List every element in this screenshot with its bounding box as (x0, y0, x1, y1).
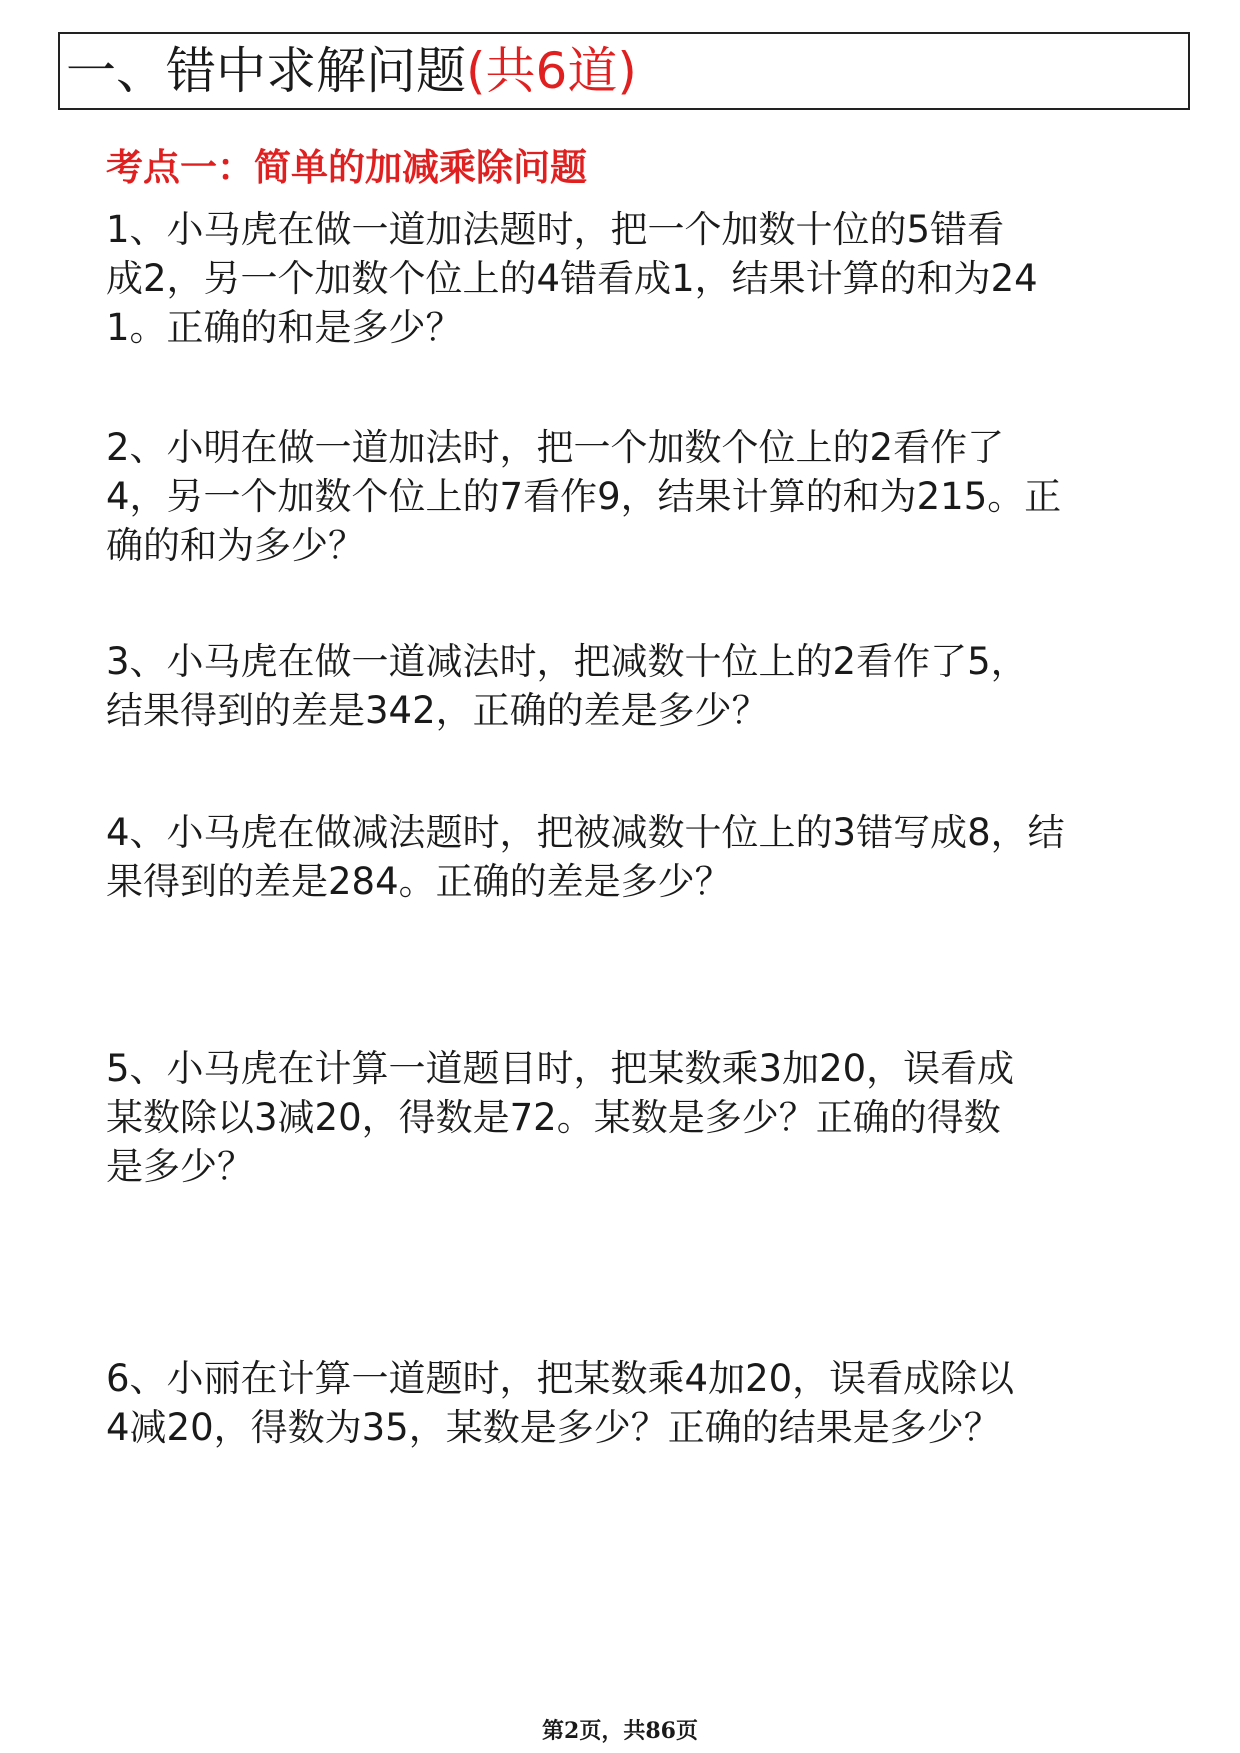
question-4-line-2: 果得到的差是284。正确的差是多少？ (106, 860, 732, 903)
question-1 (106, 205, 1106, 352)
question-2-line-2: 4，另一个加数个位上的7看作9，结果计算的和为215。正 (106, 475, 1062, 518)
question-4 (106, 808, 1106, 906)
question-1-line-1: 1、小马虎在做一道加法题时，把一个加数十位的5错看 (106, 208, 1005, 251)
question-count: (共6道) (466, 42, 637, 100)
question-2 (106, 423, 1106, 570)
question-6-line-1: 6、小丽在计算一道题时，把某数乘4加20，误看成除以 (106, 1357, 1015, 1400)
question-5-line-1: 5、小马虎在计算一道题目时，把某数乘3加20，误看成 (106, 1047, 1015, 1090)
section-title: 一、错中求解问题 (66, 42, 466, 100)
question-4-line-1: 4、小马虎在做减法题时，把被减数十位上的3错写成8，结 (106, 811, 1065, 854)
question-5-line-3: 是多少？ (106, 1145, 254, 1188)
question-6-line-2: 4减20，得数为35，某数是多少？正确的结果是多少？ (106, 1406, 1001, 1449)
question-2-line-3: 确的和为多少？ (106, 524, 365, 567)
question-1-line-2: 成2，另一个加数个位上的4错看成1，结果计算的和为24 (106, 257, 1038, 300)
question-3-line-1: 3、小马虎在做一道减法时，把减数十位上的2看作了5， (106, 640, 1028, 683)
topic-heading: 考点一：简单的加减乘除问题 (106, 146, 587, 189)
question-6 (106, 1354, 1106, 1452)
question-2-line-1: 2、小明在做一道加法时，把一个加数个位上的2看作了 (106, 426, 1005, 469)
question-3-line-2: 结果得到的差是342，正确的差是多少？ (106, 689, 769, 732)
question-5 (106, 1044, 1106, 1191)
question-3 (106, 637, 1106, 735)
page-number: 第2页，共86页 (542, 1718, 698, 1744)
section-title-box (58, 32, 1190, 110)
question-5-line-2: 某数除以3减20，得数是72。某数是多少？正确的得数 (106, 1096, 1001, 1139)
question-1-line-3: 1。正确的和是多少？ (106, 306, 463, 349)
